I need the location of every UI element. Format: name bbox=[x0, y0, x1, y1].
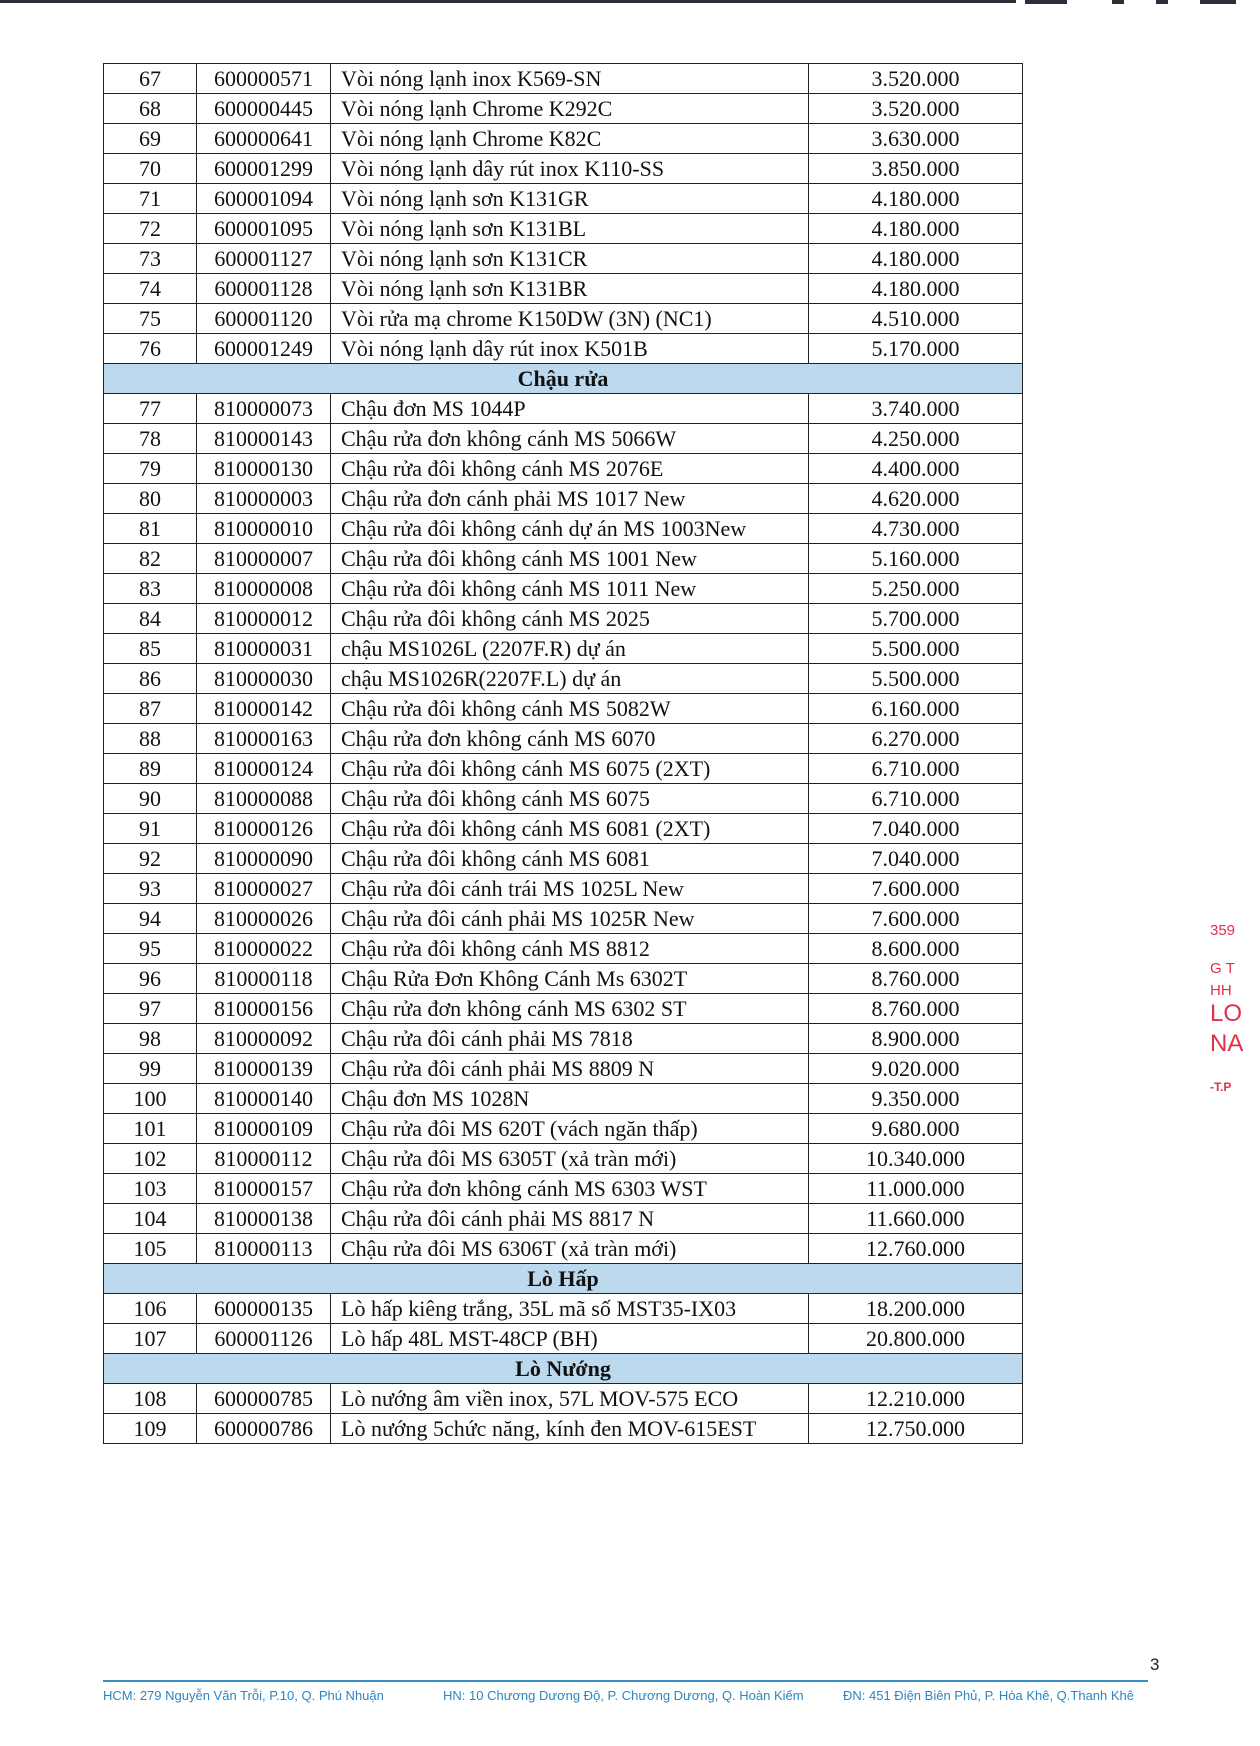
product-code-cell: 600000445 bbox=[197, 94, 331, 124]
table-row bbox=[104, 964, 1023, 994]
row-number-cell: 99 bbox=[104, 1054, 197, 1084]
table-row bbox=[104, 1084, 1023, 1114]
product-name-cell: chậu MS1026L (2207F.R) dự án bbox=[331, 634, 809, 664]
row-number-cell: 95 bbox=[104, 934, 197, 964]
top-edge-mark bbox=[1112, 0, 1124, 4]
product-name-cell: Chậu rửa đôi cánh phải MS 8817 N bbox=[331, 1204, 809, 1234]
price-cell: 7.600.000 bbox=[809, 874, 1023, 904]
product-code-cell: 810000130 bbox=[197, 454, 331, 484]
product-name-cell: Chậu rửa đôi MS 6306T (xả tràn mới) bbox=[331, 1234, 809, 1264]
table-row bbox=[104, 994, 1023, 1024]
row-number-cell: 68 bbox=[104, 94, 197, 124]
price-cell: 5.160.000 bbox=[809, 544, 1023, 574]
footer-divider bbox=[103, 1680, 1148, 1682]
row-number-cell: 72 bbox=[104, 214, 197, 244]
product-code-cell: 600001128 bbox=[197, 274, 331, 304]
product-code-cell: 810000088 bbox=[197, 784, 331, 814]
section-title: Lò Hấp bbox=[104, 1264, 1023, 1294]
section-title: Lò Nướng bbox=[104, 1354, 1023, 1384]
table-row bbox=[104, 874, 1023, 904]
table-row bbox=[104, 1384, 1023, 1414]
section-header-row bbox=[104, 364, 1023, 394]
price-cell: 4.400.000 bbox=[809, 454, 1023, 484]
row-number-cell: 91 bbox=[104, 814, 197, 844]
product-name-cell: Vòi nóng lạnh sơn K131BR bbox=[331, 274, 809, 304]
table-row bbox=[104, 454, 1023, 484]
product-code-cell: 810000142 bbox=[197, 694, 331, 724]
price-cell: 8.900.000 bbox=[809, 1024, 1023, 1054]
product-name-cell: Vòi rửa mạ chrome K150DW (3N) (NC1) bbox=[331, 304, 809, 334]
row-number-cell: 90 bbox=[104, 784, 197, 814]
footer-address-hn: HN: 10 Chương Dương Độ, P. Chương Dương, Q. Hoàn Kiếm bbox=[443, 1688, 804, 1703]
price-cell: 5.500.000 bbox=[809, 634, 1023, 664]
price-table-body bbox=[104, 64, 1023, 1444]
table-row bbox=[104, 574, 1023, 604]
row-number-cell: 70 bbox=[104, 154, 197, 184]
table-row bbox=[104, 304, 1023, 334]
table-row bbox=[104, 604, 1023, 634]
product-name-cell: Chậu rửa đơn không cánh MS 6303 WST bbox=[331, 1174, 809, 1204]
row-number-cell: 88 bbox=[104, 724, 197, 754]
table-row bbox=[104, 1144, 1023, 1174]
row-number-cell: 75 bbox=[104, 304, 197, 334]
row-number-cell: 89 bbox=[104, 754, 197, 784]
price-cell: 3.850.000 bbox=[809, 154, 1023, 184]
product-name-cell: Chậu rửa đôi không cánh MS 6081 bbox=[331, 844, 809, 874]
price-cell: 10.340.000 bbox=[809, 1144, 1023, 1174]
price-table bbox=[103, 63, 1023, 1444]
product-name-cell: Chậu rửa đôi không cánh MS 6075 (2XT) bbox=[331, 754, 809, 784]
product-name-cell: Vòi nóng lạnh inox K569-SN bbox=[331, 64, 809, 94]
row-number-cell: 69 bbox=[104, 124, 197, 154]
price-cell: 12.210.000 bbox=[809, 1384, 1023, 1414]
table-row bbox=[104, 844, 1023, 874]
price-cell: 5.700.000 bbox=[809, 604, 1023, 634]
product-code-cell: 810000007 bbox=[197, 544, 331, 574]
price-cell: 11.660.000 bbox=[809, 1204, 1023, 1234]
row-number-cell: 80 bbox=[104, 484, 197, 514]
row-number-cell: 105 bbox=[104, 1234, 197, 1264]
product-code-cell: 600000641 bbox=[197, 124, 331, 154]
row-number-cell: 78 bbox=[104, 424, 197, 454]
product-code-cell: 810000003 bbox=[197, 484, 331, 514]
product-code-cell: 810000073 bbox=[197, 394, 331, 424]
table-row bbox=[104, 904, 1023, 934]
price-cell: 4.180.000 bbox=[809, 184, 1023, 214]
table-row bbox=[104, 184, 1023, 214]
product-code-cell: 600000786 bbox=[197, 1414, 331, 1444]
product-code-cell: 600001095 bbox=[197, 214, 331, 244]
table-row bbox=[104, 124, 1023, 154]
product-name-cell: Chậu rửa đôi cánh trái MS 1025L New bbox=[331, 874, 809, 904]
company-stamp-fragment: 359 G T HH LO NA -T.P bbox=[1210, 922, 1244, 1094]
row-number-cell: 84 bbox=[104, 604, 197, 634]
product-code-cell: 810000138 bbox=[197, 1204, 331, 1234]
product-code-cell: 600000571 bbox=[197, 64, 331, 94]
price-cell: 5.170.000 bbox=[809, 334, 1023, 364]
row-number-cell: 104 bbox=[104, 1204, 197, 1234]
row-number-cell: 97 bbox=[104, 994, 197, 1024]
price-cell: 4.250.000 bbox=[809, 424, 1023, 454]
table-row bbox=[104, 1414, 1023, 1444]
row-number-cell: 77 bbox=[104, 394, 197, 424]
product-code-cell: 810000143 bbox=[197, 424, 331, 454]
product-name-cell: Chậu rửa đôi MS 6305T (xả tràn mới) bbox=[331, 1144, 809, 1174]
row-number-cell: 79 bbox=[104, 454, 197, 484]
row-number-cell: 71 bbox=[104, 184, 197, 214]
product-name-cell: Chậu rửa đôi không cánh MS 5082W bbox=[331, 694, 809, 724]
price-cell: 18.200.000 bbox=[809, 1294, 1023, 1324]
table-row bbox=[104, 1174, 1023, 1204]
product-code-cell: 810000030 bbox=[197, 664, 331, 694]
table-row bbox=[104, 514, 1023, 544]
row-number-cell: 92 bbox=[104, 844, 197, 874]
table-row bbox=[104, 1054, 1023, 1084]
product-code-cell: 810000109 bbox=[197, 1114, 331, 1144]
product-name-cell: Chậu đơn MS 1044P bbox=[331, 394, 809, 424]
table-row bbox=[104, 784, 1023, 814]
top-edge-mark bbox=[1156, 0, 1168, 4]
price-cell: 9.350.000 bbox=[809, 1084, 1023, 1114]
row-number-cell: 73 bbox=[104, 244, 197, 274]
table-row bbox=[104, 1204, 1023, 1234]
table-row bbox=[104, 424, 1023, 454]
table-row bbox=[104, 394, 1023, 424]
product-code-cell: 600001126 bbox=[197, 1324, 331, 1354]
table-row bbox=[104, 694, 1023, 724]
table-row bbox=[104, 1294, 1023, 1324]
section-header-row bbox=[104, 1264, 1023, 1294]
product-code-cell: 600001127 bbox=[197, 244, 331, 274]
product-name-cell: Chậu rửa đôi không cánh MS 1011 New bbox=[331, 574, 809, 604]
table-row bbox=[104, 1324, 1023, 1354]
product-name-cell: Chậu rửa đơn không cánh MS 6070 bbox=[331, 724, 809, 754]
top-edge-bar bbox=[0, 0, 1016, 3]
product-code-cell: 600001249 bbox=[197, 334, 331, 364]
price-cell: 6.710.000 bbox=[809, 784, 1023, 814]
top-edge-mark bbox=[1200, 0, 1236, 4]
row-number-cell: 93 bbox=[104, 874, 197, 904]
product-code-cell: 810000022 bbox=[197, 934, 331, 964]
row-number-cell: 106 bbox=[104, 1294, 197, 1324]
page-number: 3 bbox=[1150, 1655, 1160, 1674]
row-number-cell: 76 bbox=[104, 334, 197, 364]
row-number-cell: 98 bbox=[104, 1024, 197, 1054]
product-code-cell: 810000090 bbox=[197, 844, 331, 874]
price-cell: 12.750.000 bbox=[809, 1414, 1023, 1444]
table-row bbox=[104, 214, 1023, 244]
product-code-cell: 810000139 bbox=[197, 1054, 331, 1084]
row-number-cell: 74 bbox=[104, 274, 197, 304]
price-cell: 20.800.000 bbox=[809, 1324, 1023, 1354]
product-code-cell: 810000012 bbox=[197, 604, 331, 634]
price-cell: 3.520.000 bbox=[809, 94, 1023, 124]
price-cell: 5.500.000 bbox=[809, 664, 1023, 694]
price-cell: 8.760.000 bbox=[809, 994, 1023, 1024]
product-name-cell: Chậu rửa đôi cánh phải MS 8809 N bbox=[331, 1054, 809, 1084]
table-row bbox=[104, 244, 1023, 274]
price-cell: 11.000.000 bbox=[809, 1174, 1023, 1204]
table-row bbox=[104, 724, 1023, 754]
row-number-cell: 86 bbox=[104, 664, 197, 694]
price-cell: 5.250.000 bbox=[809, 574, 1023, 604]
table-row bbox=[104, 94, 1023, 124]
price-cell: 4.730.000 bbox=[809, 514, 1023, 544]
product-code-cell: 810000157 bbox=[197, 1174, 331, 1204]
product-name-cell: Chậu rửa đôi cánh phải MS 1025R New bbox=[331, 904, 809, 934]
product-name-cell: Chậu rửa đơn không cánh MS 5066W bbox=[331, 424, 809, 454]
row-number-cell: 109 bbox=[104, 1414, 197, 1444]
product-code-cell: 600000135 bbox=[197, 1294, 331, 1324]
price-cell: 3.630.000 bbox=[809, 124, 1023, 154]
product-name-cell: Chậu đơn MS 1028N bbox=[331, 1084, 809, 1114]
product-code-cell: 810000008 bbox=[197, 574, 331, 604]
product-name-cell: Chậu rửa đôi không cánh MS 1001 New bbox=[331, 544, 809, 574]
product-name-cell: Chậu rửa đôi MS 620T (vách ngăn thấp) bbox=[331, 1114, 809, 1144]
product-name-cell: Vòi nóng lạnh sơn K131GR bbox=[331, 184, 809, 214]
section-header-row bbox=[104, 1354, 1023, 1384]
price-cell: 3.520.000 bbox=[809, 64, 1023, 94]
row-number-cell: 101 bbox=[104, 1114, 197, 1144]
row-number-cell: 82 bbox=[104, 544, 197, 574]
price-cell: 8.760.000 bbox=[809, 964, 1023, 994]
product-code-cell: 810000118 bbox=[197, 964, 331, 994]
price-cell: 3.740.000 bbox=[809, 394, 1023, 424]
table-row bbox=[104, 1114, 1023, 1144]
section-title: Chậu rửa bbox=[104, 364, 1023, 394]
product-name-cell: Vòi nóng lạnh Chrome K292C bbox=[331, 94, 809, 124]
price-cell: 6.710.000 bbox=[809, 754, 1023, 784]
price-cell: 7.040.000 bbox=[809, 844, 1023, 874]
product-name-cell: Lò hấp 48L MST-48CP (BH) bbox=[331, 1324, 809, 1354]
product-code-cell: 600000785 bbox=[197, 1384, 331, 1414]
product-name-cell: Lò hấp kiêng trắng, 35L mã số MST35-IX03 bbox=[331, 1294, 809, 1324]
product-code-cell: 600001094 bbox=[197, 184, 331, 214]
product-code-cell: 810000163 bbox=[197, 724, 331, 754]
price-cell: 6.160.000 bbox=[809, 694, 1023, 724]
product-code-cell: 810000124 bbox=[197, 754, 331, 784]
table-row bbox=[104, 274, 1023, 304]
product-name-cell: Chậu rửa đôi không cánh MS 6081 (2XT) bbox=[331, 814, 809, 844]
row-number-cell: 67 bbox=[104, 64, 197, 94]
price-cell: 4.180.000 bbox=[809, 274, 1023, 304]
price-cell: 4.180.000 bbox=[809, 214, 1023, 244]
row-number-cell: 83 bbox=[104, 574, 197, 604]
table-row bbox=[104, 544, 1023, 574]
row-number-cell: 108 bbox=[104, 1384, 197, 1414]
product-name-cell: Vòi nóng lạnh Chrome K82C bbox=[331, 124, 809, 154]
row-number-cell: 81 bbox=[104, 514, 197, 544]
price-cell: 6.270.000 bbox=[809, 724, 1023, 754]
row-number-cell: 87 bbox=[104, 694, 197, 724]
table-row bbox=[104, 814, 1023, 844]
row-number-cell: 102 bbox=[104, 1144, 197, 1174]
product-name-cell: Chậu rửa đôi cánh phải MS 7818 bbox=[331, 1024, 809, 1054]
product-code-cell: 810000140 bbox=[197, 1084, 331, 1114]
table-row bbox=[104, 484, 1023, 514]
row-number-cell: 85 bbox=[104, 634, 197, 664]
price-cell: 7.600.000 bbox=[809, 904, 1023, 934]
product-code-cell: 810000031 bbox=[197, 634, 331, 664]
product-name-cell: Lò nướng âm viền inox, 57L MOV-575 ECO bbox=[331, 1384, 809, 1414]
product-name-cell: Chậu rửa đôi không cánh MS 8812 bbox=[331, 934, 809, 964]
price-cell: 9.020.000 bbox=[809, 1054, 1023, 1084]
product-code-cell: 600001299 bbox=[197, 154, 331, 184]
product-code-cell: 810000156 bbox=[197, 994, 331, 1024]
product-name-cell: Chậu rửa đơn không cánh MS 6302 ST bbox=[331, 994, 809, 1024]
table-row bbox=[104, 1234, 1023, 1264]
product-name-cell: Chậu rửa đôi không cánh dự án MS 1003New bbox=[331, 514, 809, 544]
price-cell: 4.510.000 bbox=[809, 304, 1023, 334]
table-row bbox=[104, 664, 1023, 694]
table-row bbox=[104, 934, 1023, 964]
product-code-cell: 810000113 bbox=[197, 1234, 331, 1264]
price-cell: 7.040.000 bbox=[809, 814, 1023, 844]
product-name-cell: Chậu rửa đơn cánh phải MS 1017 New bbox=[331, 484, 809, 514]
table-row bbox=[104, 634, 1023, 664]
product-name-cell: Vòi nóng lạnh dây rút inox K501B bbox=[331, 334, 809, 364]
footer-address-dn: ĐN: 451 Điện Biên Phủ, P. Hòa Khê, Q.Thanh Khê bbox=[843, 1688, 1134, 1703]
price-cell: 4.620.000 bbox=[809, 484, 1023, 514]
product-code-cell: 810000112 bbox=[197, 1144, 331, 1174]
product-name-cell: Vòi nóng lạnh dây rút inox K110-SS bbox=[331, 154, 809, 184]
table-row bbox=[104, 154, 1023, 184]
product-code-cell: 810000126 bbox=[197, 814, 331, 844]
table-row bbox=[104, 754, 1023, 784]
row-number-cell: 100 bbox=[104, 1084, 197, 1114]
price-cell: 4.180.000 bbox=[809, 244, 1023, 274]
product-name-cell: Chậu Rửa Đơn Không Cánh Ms 6302T bbox=[331, 964, 809, 994]
price-cell: 9.680.000 bbox=[809, 1114, 1023, 1144]
price-cell: 12.760.000 bbox=[809, 1234, 1023, 1264]
price-cell: 8.600.000 bbox=[809, 934, 1023, 964]
top-edge-mark bbox=[1025, 0, 1067, 4]
product-code-cell: 810000026 bbox=[197, 904, 331, 934]
row-number-cell: 103 bbox=[104, 1174, 197, 1204]
product-code-cell: 810000092 bbox=[197, 1024, 331, 1054]
product-name-cell: Lò nướng 5chức năng, kính đen MOV-615EST bbox=[331, 1414, 809, 1444]
table-row bbox=[104, 1024, 1023, 1054]
row-number-cell: 96 bbox=[104, 964, 197, 994]
product-code-cell: 810000027 bbox=[197, 874, 331, 904]
product-name-cell: Vòi nóng lạnh sơn K131BL bbox=[331, 214, 809, 244]
row-number-cell: 107 bbox=[104, 1324, 197, 1354]
product-code-cell: 600001120 bbox=[197, 304, 331, 334]
product-name-cell: Chậu rửa đôi không cánh MS 6075 bbox=[331, 784, 809, 814]
product-name-cell: chậu MS1026R(2207F.L) dự án bbox=[331, 664, 809, 694]
table-row bbox=[104, 334, 1023, 364]
product-name-cell: Chậu rửa đôi không cánh MS 2025 bbox=[331, 604, 809, 634]
product-name-cell: Chậu rửa đôi không cánh MS 2076E bbox=[331, 454, 809, 484]
product-name-cell: Vòi nóng lạnh sơn K131CR bbox=[331, 244, 809, 274]
table-row bbox=[104, 64, 1023, 94]
footer-address-hcm: HCM: 279 Nguyễn Văn Trỗi, P.10, Q. Phú Nhuận bbox=[103, 1688, 384, 1703]
product-code-cell: 810000010 bbox=[197, 514, 331, 544]
row-number-cell: 94 bbox=[104, 904, 197, 934]
